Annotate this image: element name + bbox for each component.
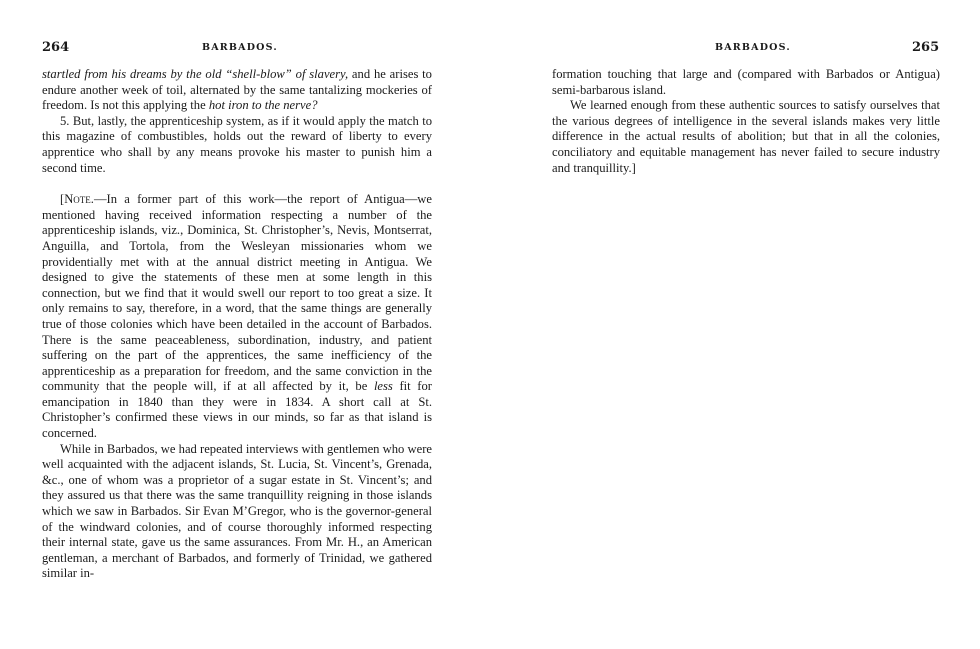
note-lead: Note. — [64, 192, 94, 207]
italic-phrase: “shell-blow” of slavery, — [225, 67, 349, 81]
note-text: —In a former part of this work—the report of Antigua—we mentioned having received information respecting a number of the apprenticeship islands, viz., Dominica, St. Christopher’s, Nevis, Montserrat, Anguilla, and Tortola, from the Wesleyan missionaries whom we providentially met with at the annual district meeting in Antigua. We designed to give the statements of these men at some length in this connection, but we find that it would swell our report to too great a size. It only remains to say, therefore, in a word, that the same things are generally true of those colonies which have been detailed in the account of Barbados. There is the same peaceableness, subordination, industry, and patient suffering on the part of the apprentices, the same inefficiency of the apprenticeship as a preparation for freedom, and the same conviction in the community that the people will, if at all affected by it, be — [42, 192, 432, 394]
right-page-body — [552, 67, 940, 176]
running-title-right: BARBADOS. — [715, 42, 791, 53]
paragraph-text: and he arises to endure another week of toil, alternated by the same tantalizing mockeries of freedom. Is not this applying the — [42, 67, 432, 113]
paragraph-continuation — [42, 67, 432, 114]
running-title-left: BARBADOS. — [202, 42, 278, 53]
left-page-body — [42, 67, 432, 582]
paragraph-sources: We learned enough from these authentic sources to satisfy ourselves that the various degrees of intelligence in the several islands makes very little difference in the actual results of abolition; but that in all the colonies, conciliatory and equitable management has never failed to secure industry and tranquillity.] — [552, 98, 940, 175]
page-number-left: 264 — [42, 40, 70, 55]
italic-phrase: less — [373, 379, 393, 394]
right-page — [490, 0, 980, 649]
paragraph-interviews: While in Barbados, we had repeated interviews with gentlemen who were well acquainted with the adjacent islands, St. Lucia, St. Vincent’s, Grenada, &c., one of whom was a proprietor of a sugar estate in St. Vincent’s; and they assured us that there was the same tranquillity reigning in those islands which we saw in Barbados. Sir Evan M’Gregor, who is the governor-general of the windward colonies, and of course thoroughly informed respecting their internal state, gave us the same assurances. From Mr. H., an American gentleman, a merchant of Barbados, and formerly of Trinidad, we gathered similar in- — [42, 441, 432, 581]
note-text: fit for emancipation in 1840 than they were in 1834. A short call at St. Christopher’s confirmed these views in our minds, so far as that island is concerned. — [42, 379, 432, 441]
page-number-right: 265 — [912, 40, 940, 55]
note-bracket: [ — [60, 192, 65, 207]
paragraph-continuation: formation touching that large and (compared with Barbados or Antigua) semi-barbarous island. — [552, 67, 940, 97]
paragraph-point-5: 5. But, lastly, the apprenticeship system, as if it would apply the match to this magazine of combustibles, holds out the reward of liberty to every apprentice who shall by any means provoke his master to punish him a second time. — [42, 113, 432, 175]
italic-phrase: hot iron to the nerve? — [208, 98, 318, 113]
italic-phrase: startled from his dreams by the old — [42, 67, 226, 81]
note-paragraph — [42, 192, 432, 442]
